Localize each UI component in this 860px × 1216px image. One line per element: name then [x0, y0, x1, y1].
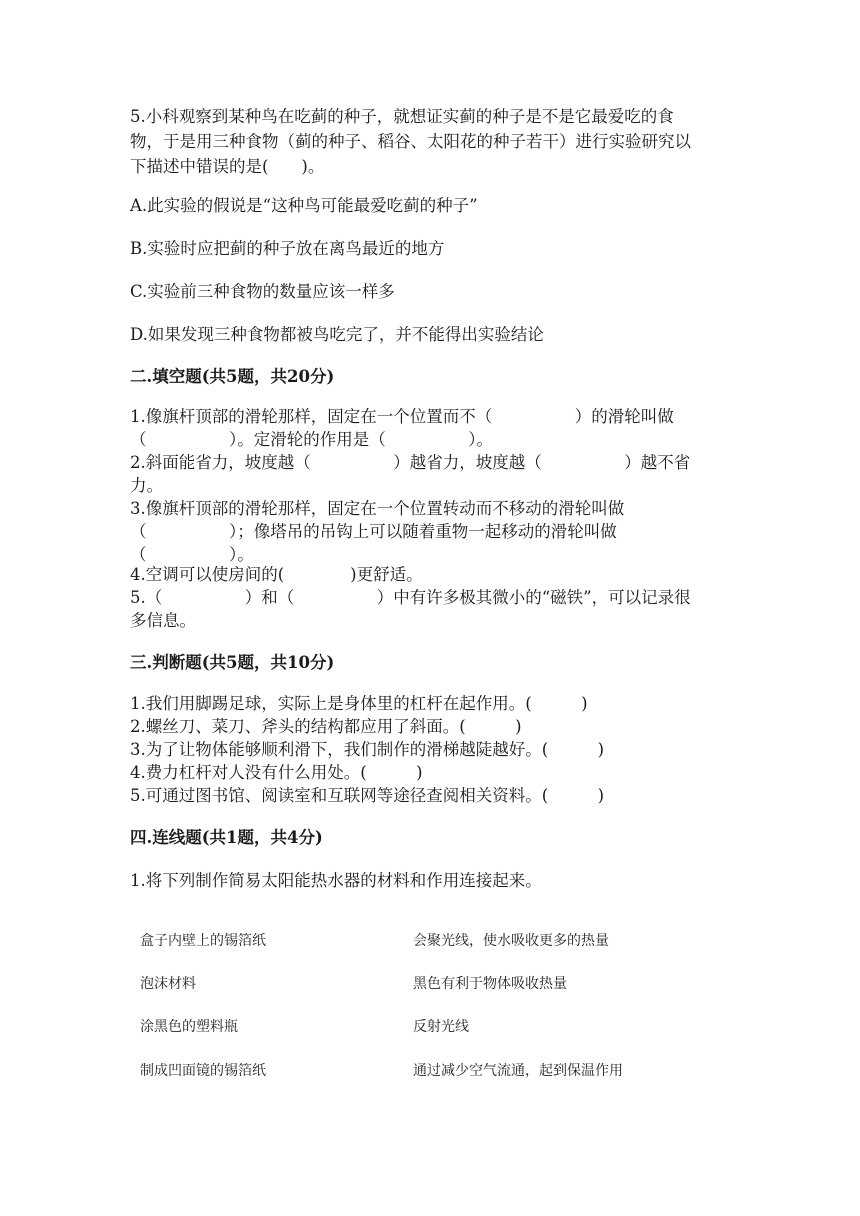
judge-item: 2.螺丝刀、菜刀、斧头的结构都应用了斜面。( ) [130, 717, 522, 736]
effect-item: 通过减少空气流通，起到保温作用 [413, 1063, 623, 1079]
match-prompt: 1.将下列制作简易太阳能热水器的材料和作用连接起来。 [130, 871, 542, 890]
material-item: 涂黑色的塑料瓶 [140, 1019, 238, 1035]
fill-line: 2.斜面能省力，坡度越（ ）越省力，坡度越（ ）越不省 [130, 453, 691, 472]
fill-line: （ ）。定滑轮的作用是（ ）。 [130, 430, 493, 449]
fill-line: （ ）。 [130, 545, 254, 564]
option-c: C.实验前三种食物的数量应该一样多 [130, 282, 395, 301]
fill-line: 1.像旗杆顶部的滑轮那样，固定在一个位置而不（ ）的滑轮叫做 [130, 407, 674, 426]
option-a: A.此实验的假说是“这种鸟可能最爱吃蓟的种子” [130, 196, 478, 215]
effect-item: 黑色有利于物体吸收热量 [413, 976, 567, 992]
material-item: 泡沫材料 [140, 976, 196, 992]
judge-item: 3.为了让物体能够顺利滑下，我们制作的滑梯越陡越好。( ) [130, 740, 605, 759]
effect-item: 会聚光线，使水吸收更多的热量 [413, 933, 609, 949]
judge-heading: 三.判断题(共5题，共10分) [130, 653, 335, 672]
material-item: 制成凹面镜的锡箔纸 [140, 1063, 266, 1079]
judge-item: 4.费力杠杆对人没有什么用处。( ) [130, 763, 423, 782]
fill-line: 5.（ ）和（ ）中有许多极其微小的“磁铁”，可以记录很 [130, 588, 691, 607]
fill-line: 4.空调可以使房间的( )更舒适。 [130, 565, 423, 584]
option-d: D.如果发现三种食物都被鸟吃完了，并不能得出实验结论 [130, 325, 544, 344]
fill-line: 3.像旗杆顶部的滑轮那样，固定在一个位置转动而不移动的滑轮叫做 [130, 499, 625, 518]
judge-item: 5.可通过图书馆、阅读室和互联网等途径查阅相关资料。( ) [130, 786, 605, 805]
match-heading: 四.连线题(共1题，共4分) [130, 828, 323, 847]
fill-line: 多信息。 [130, 611, 196, 630]
effect-item: 反射光线 [413, 1019, 469, 1035]
question-5-line-2: 物，于是用三种食物（蓟的种子、稻谷、太阳花的种子若干）进行实验研究以 [130, 132, 691, 151]
option-b: B.实验时应把蓟的种子放在离鸟最近的地方 [130, 239, 445, 258]
question-5-line-3: 下描述中错误的是( )。 [130, 157, 325, 176]
fill-heading: 二.填空题(共5题，共20分) [130, 367, 335, 386]
fill-line: 力。 [130, 476, 163, 495]
question-5-line-1: 5.小科观察到某种鸟在吃蓟的种子，就想证实蓟的种子是不是它最爱吃的食 [130, 107, 674, 126]
fill-line: （ ）；像塔吊的吊钩上可以随着重物一起移动的滑轮叫做 [130, 522, 617, 541]
judge-item: 1.我们用脚踢足球，实际上是身体里的杠杆在起作用。( ) [130, 694, 588, 713]
material-item: 盒子内壁上的锡箔纸 [140, 933, 266, 949]
